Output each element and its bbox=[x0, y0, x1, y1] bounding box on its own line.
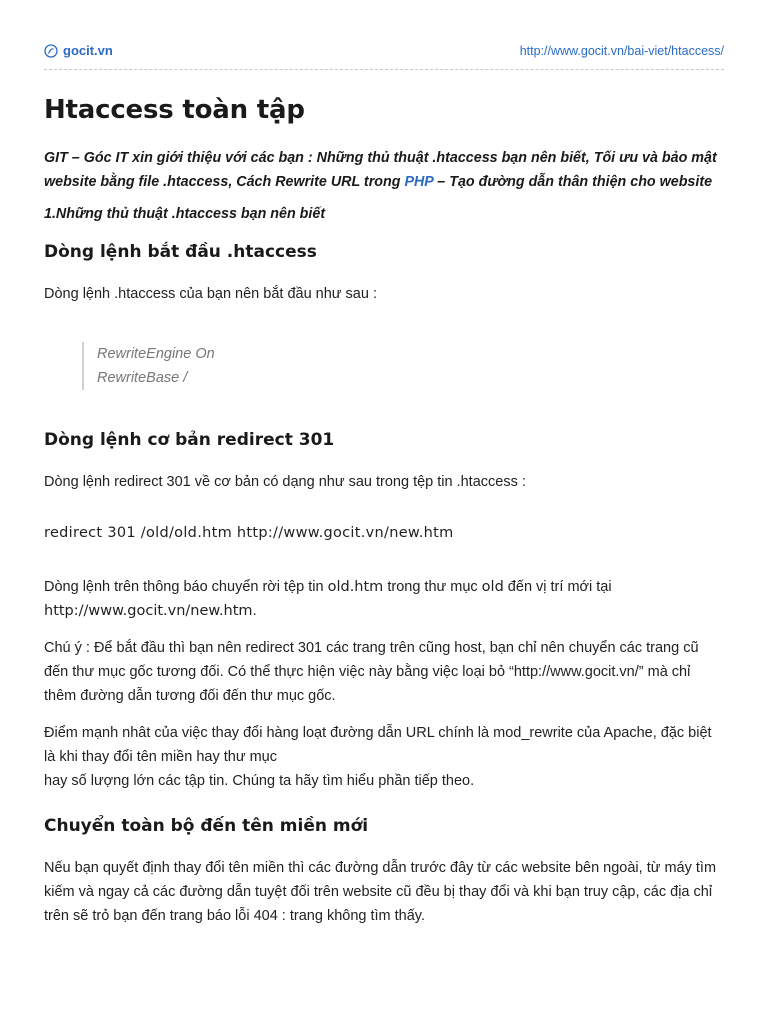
heading-start: Dòng lệnh bắt đầu .htaccess bbox=[44, 242, 317, 262]
strength-text: hay số lượng lớn các tập tin. Chúng ta hãy tìm hiểu phần tiếp theo. bbox=[44, 773, 475, 789]
quote-line: RewriteEngine On bbox=[97, 346, 215, 362]
explain-text: trong thư mục bbox=[383, 579, 482, 595]
paragraph-domain: Nếu bạn quyết định thay đổi tên miền thì các đường dẫn trước đây từ các website bên ngoài, từ máy tìm kiếm và ngay cả các đường dẫn tuyệt đối trên website cũ đều bị thay đổi và khi bạn truy cập, các địa chỉ trên sẽ trỏ bạn đến trang báo lỗi 404 : trang không tìm thấy. bbox=[44, 860, 717, 924]
article bbox=[44, 90, 726, 928]
code-redirect: redirect 301 /old/old.htm http://www.gocit.vn/new.htm bbox=[44, 525, 454, 541]
code-quote bbox=[82, 342, 726, 390]
quote-line: RewriteBase / bbox=[97, 370, 188, 386]
section-1-title: 1.Những thủ thuật .htaccess bạn nên biết bbox=[44, 206, 326, 222]
page-header bbox=[44, 43, 724, 63]
strength-text: Điểm mạnh nhât của việc thay đổi hàng loạt đường dẫn URL chính là mod_rewrite của Apache, đặc biệt là khi thay đổi tên miền hay thư mục bbox=[44, 725, 712, 765]
page-title: Htaccess toàn tập bbox=[44, 95, 305, 125]
intro-text: GIT – Góc IT xin giới thiệu với các bạn : Những thủ thuật .htaccess bạn nên biết, Tối ưu và bảo mật website bằng file .htaccess, Cách Rewrite URL trong bbox=[44, 150, 717, 190]
intro-paragraph bbox=[44, 146, 726, 194]
heading-redirect: Dòng lệnh cơ bản redirect 301 bbox=[44, 430, 335, 450]
explain-text: đến vị trí mới tại bbox=[503, 579, 612, 595]
paragraph-note: Chú ý : Để bắt đầu thì bạn nên redirect 301 các trang trên cũng host, bạn chỉ nên chuyển các trang cũ đến thư mục gốc tương đối. Có thể thực hiện việc này bằng việc loại bỏ “http://www.gocit.vn/” mà chỉ thêm đường dẫn tương đối đến thư mục gốc. bbox=[44, 640, 699, 704]
explain-text: Dòng lệnh trên thông báo chuyển rời tệp tin bbox=[44, 579, 328, 595]
intro-text-end: – Tạo đường dẫn thân thiện cho website bbox=[433, 174, 713, 190]
header-divider bbox=[44, 69, 724, 70]
site-logo[interactable] bbox=[44, 43, 113, 58]
page-url[interactable]: http://www.gocit.vn/bai-viet/htaccess/ bbox=[519, 44, 724, 58]
paragraph-redirect: Dòng lệnh redirect 301 về cơ bản có dạng như sau trong tệp tin .htaccess : bbox=[44, 474, 526, 490]
paragraph-start: Dòng lệnh .htaccess của bạn nên bắt đầu như sau : bbox=[44, 286, 377, 302]
explain-file: old.htm bbox=[327, 579, 384, 595]
paragraph-strength bbox=[44, 721, 726, 793]
globe-icon bbox=[44, 44, 58, 58]
site-name: gocit.vn bbox=[63, 43, 113, 58]
explain-dir: old bbox=[481, 579, 504, 595]
heading-domain: Chuyển toàn bộ đến tên miền mới bbox=[44, 816, 369, 836]
php-link[interactable]: PHP bbox=[404, 174, 434, 190]
explain-url: http://www.gocit.vn/new.htm bbox=[44, 603, 253, 619]
explain-text: . bbox=[252, 603, 257, 619]
paragraph-explain bbox=[44, 575, 726, 623]
